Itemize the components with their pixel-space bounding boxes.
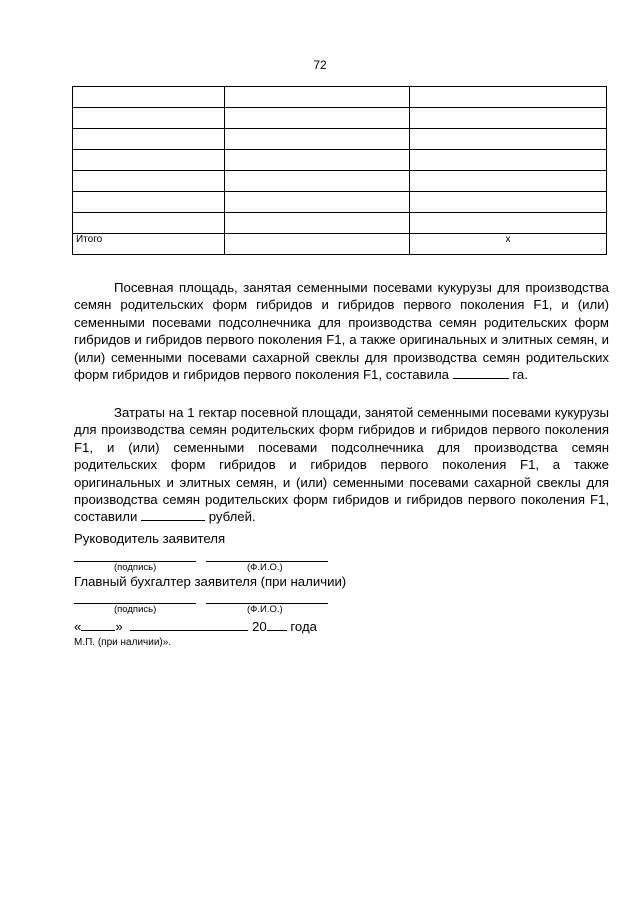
date-line (74, 618, 317, 634)
table-cell (225, 171, 410, 192)
head-name-caption: (Ф.И.О.) (247, 562, 283, 573)
table-cell (225, 150, 410, 171)
table-cell (73, 129, 225, 150)
table-cell (410, 150, 607, 171)
total-value-cell (225, 234, 410, 255)
table-row (73, 171, 607, 192)
table-cell (410, 108, 607, 129)
table-cell (225, 213, 410, 234)
stamp-note: М.П. (при наличии)». (74, 637, 172, 648)
table-cell (73, 171, 225, 192)
table-row (73, 87, 607, 108)
table-cell (225, 108, 410, 129)
date-year-prefix: 20 (252, 619, 267, 634)
table-cell (410, 87, 607, 108)
date-year-suffix: года (290, 619, 317, 634)
table-cell (410, 192, 607, 213)
accountant-signature-caption: (подпись) (114, 604, 157, 615)
table-cell (73, 192, 225, 213)
head-signature-caption: (подпись) (114, 562, 157, 573)
table-cell (73, 213, 225, 234)
sown-area-paragraph (74, 279, 609, 383)
total-x-cell: х (410, 234, 607, 255)
table-cell (225, 129, 410, 150)
total-label-cell: Итого (73, 234, 225, 255)
table-row (73, 129, 607, 150)
table-row (73, 150, 607, 171)
date-open-quote: « (74, 619, 82, 634)
head-label: Руководитель заявителя (74, 531, 226, 546)
costs-blank (141, 508, 205, 521)
table-cell (73, 150, 225, 171)
costs-text: Затраты на 1 гектар посевной площади, занятой семенными посевами кукурузы для производства семян родительских форм гибридов и гибридов первого поколения F1, и (или) семенными посевами подсолнечника для производства семян родительских форм гибридов и гибридов первого поколения F1, а также оригинальных и элитных семян, и (или) семенными посевами сахарной свеклы для производства семян родительских форм гибридов и гибридов первого поколения F1, составили (74, 405, 609, 525)
table-total-row (73, 234, 607, 255)
accountant-label: Главный бухгалтер заявителя (при наличии) (74, 574, 347, 589)
sown-area-blank (453, 366, 509, 379)
date-month-blank (130, 618, 248, 631)
table-cell (410, 171, 607, 192)
page-number: 72 (313, 58, 327, 72)
table-cell (73, 108, 225, 129)
table-row (73, 213, 607, 234)
table-cell (225, 192, 410, 213)
table-cell (225, 87, 410, 108)
accountant-name-caption: (Ф.И.О.) (247, 604, 283, 615)
data-table (72, 86, 607, 255)
table-cell (410, 213, 607, 234)
costs-paragraph (74, 404, 609, 526)
date-close-quote: » (115, 619, 123, 634)
sown-area-unit: га. (512, 367, 528, 383)
table-cell (73, 87, 225, 108)
table-row (73, 192, 607, 213)
table-row (73, 108, 607, 129)
costs-unit: рублей. (208, 509, 256, 525)
sown-area-text: Посевная площадь, занятая семенными посевами кукурузы для производства семян родительских форм гибридов и гибридов первого поколения F1, и (или) семенными посевами подсолнечника для производства семян родительских форм гибридов и гибридов первого поколения F1, а также оригинальных и элитных семян, и (или) семенными посевами сахарной свеклы для производства семян родительских форм гибридов и гибридов первого поколения F1, составила (74, 280, 609, 383)
date-day-blank (81, 618, 115, 631)
table-cell (410, 129, 607, 150)
date-year-blank (267, 618, 287, 631)
